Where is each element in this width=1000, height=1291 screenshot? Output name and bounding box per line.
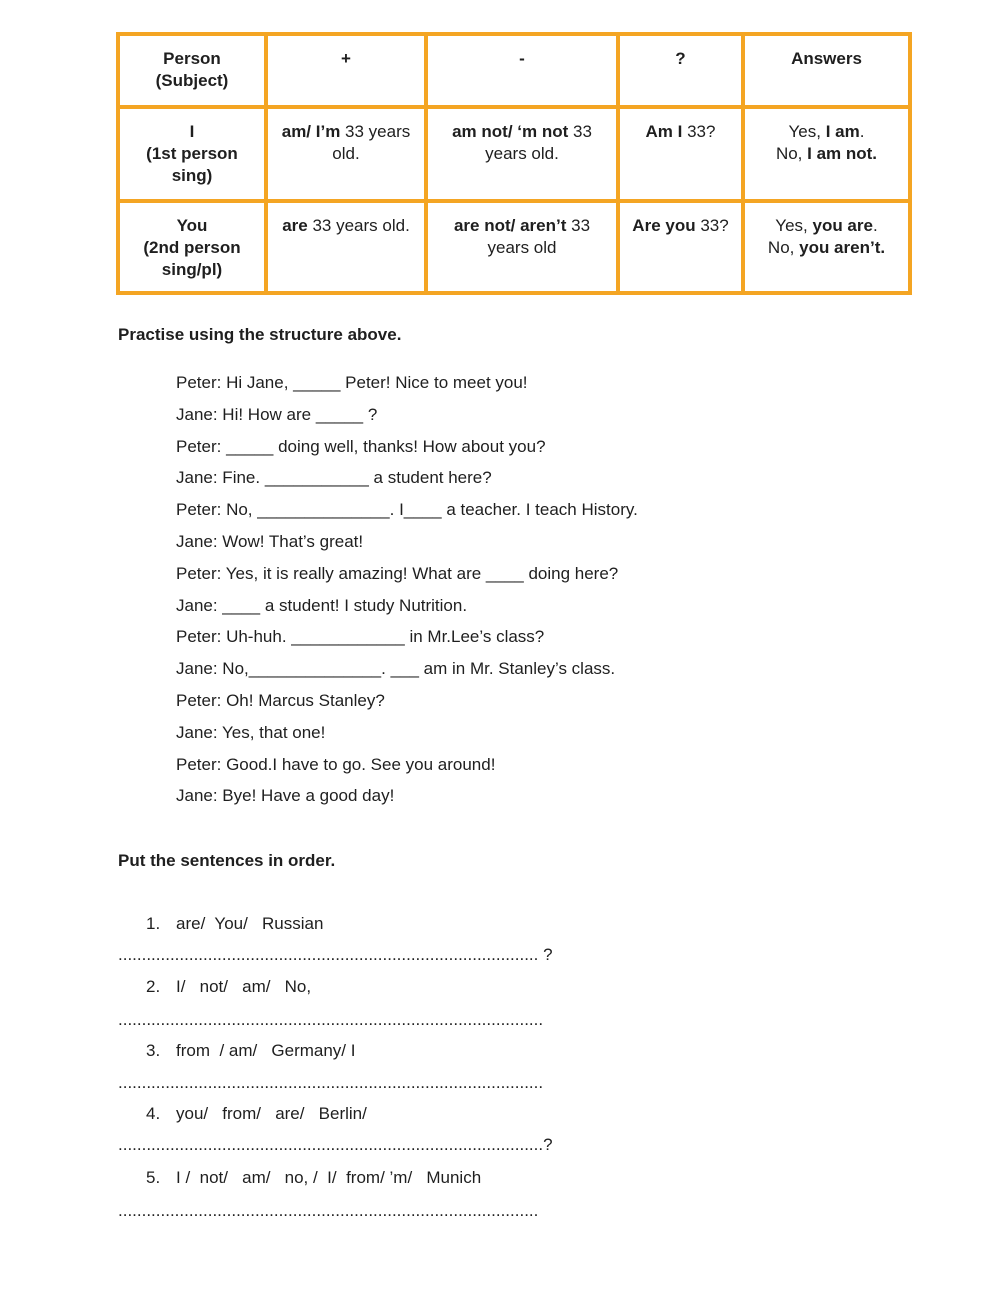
dialogue-line: Peter: _____ doing well, thanks! How about you? [176, 436, 546, 456]
form-rest: 33? [682, 122, 716, 141]
positive-cell [266, 107, 426, 201]
answer-text: Yes, [775, 216, 813, 235]
dialogue-line: Peter: Uh-huh. ____________ in Mr.Lee’s class? [176, 627, 545, 647]
order-item [146, 1104, 367, 1124]
item-words: from / am/ Germany/ I [176, 1041, 356, 1060]
answer-text: No, [767, 238, 800, 257]
practise-heading: Practise using the structure above. [118, 325, 402, 344]
answer-line: .......................................................................................... [118, 1010, 544, 1029]
item-words: are/ You/ Russian [176, 914, 324, 933]
subject-pronoun: I [189, 122, 195, 141]
item-number: 2. [146, 977, 161, 996]
form-bold: are not/ aren’t [453, 216, 567, 235]
yes-answer [751, 121, 902, 143]
answer-line: .......................................................................................... [118, 1073, 544, 1092]
header-question: ? [618, 34, 743, 107]
answer-line: ..........................................................................................? [118, 1135, 553, 1154]
form-rest: 33? [695, 216, 729, 235]
answer-bold: I am [825, 122, 860, 141]
answer-text: . [859, 122, 865, 141]
answers-cell [743, 201, 910, 293]
answer-bold: you are [812, 216, 873, 235]
dialogue-line: Peter: Oh! Marcus Stanley? [176, 690, 385, 710]
form-rest: 33 years old. [332, 122, 411, 163]
subject-desc: (2nd person [143, 238, 241, 257]
negative-cell [426, 201, 618, 293]
subject-cell [118, 201, 266, 293]
positive-cell [266, 201, 426, 293]
answer-text: . [872, 216, 878, 235]
answer-line: ......................................................................................... [118, 1201, 539, 1220]
form-rest: 33 years old. [485, 122, 592, 163]
form-bold: am/ I’m [281, 122, 341, 141]
subject-cell [118, 107, 266, 201]
dialogue-line: Jane: Yes, that one! [176, 722, 326, 742]
question-cell [618, 201, 743, 293]
dialogue-line: Jane: Hi! How are _____ ? [176, 404, 378, 424]
subject-number: sing) [171, 166, 213, 185]
form-rest: 33 years old. [307, 216, 410, 235]
answer-text: No, [775, 144, 808, 163]
no-answer [751, 143, 902, 165]
table-row [118, 107, 910, 201]
dialogue-list [176, 372, 638, 817]
order-item [146, 1168, 481, 1188]
order-item [146, 1041, 355, 1061]
dialogue-line: Peter: Yes, it is really amazing! What are ____ doing here? [176, 563, 619, 583]
item-number: 5. [146, 1168, 161, 1187]
item-number: 1. [146, 914, 161, 933]
no-answer [751, 237, 902, 259]
form-bold: Am I [645, 122, 683, 141]
subject-number: sing/pl) [161, 260, 223, 279]
item-words: you/ from/ are/ Berlin/ [176, 1104, 367, 1123]
dialogue-line: Peter: Good.I have to go. See you around! [176, 754, 496, 774]
form-bold: am not/ ‘m not [452, 122, 569, 141]
subject-desc: (1st person [146, 144, 238, 163]
dialogue-line: Jane: Bye! Have a good day! [176, 786, 395, 806]
answers-cell [743, 107, 910, 201]
table-header-row [118, 34, 910, 107]
dialogue-line: Jane: No,______________. ___ am in Mr. Stanley’s class. [176, 659, 616, 679]
yes-answer [751, 215, 902, 237]
dialogue-line: Peter: Hi Jane, _____ Peter! Nice to meet you! [176, 373, 528, 392]
item-words: I/ not/ am/ No, [176, 977, 312, 996]
dialogue-line: Jane: Wow! That’s great! [176, 531, 364, 551]
dialogue-line: Jane: Fine. ___________ a student here? [176, 468, 492, 488]
answer-text: Yes, [788, 122, 826, 141]
grammar-table [116, 32, 912, 295]
header-answers: Answers [743, 34, 910, 107]
header-negative: - [426, 34, 618, 107]
question-cell [618, 107, 743, 201]
order-item [146, 977, 311, 997]
table-row [118, 201, 910, 293]
subject-pronoun: You [176, 216, 208, 235]
answer-bold: you aren’t. [799, 238, 886, 257]
dialogue-line: Peter: No, ______________. I____ a teacher. I teach History. [176, 500, 638, 520]
item-number: 3. [146, 1041, 161, 1060]
form-bold: Are you [632, 216, 696, 235]
form-bold: are [282, 216, 308, 235]
order-item [146, 914, 323, 934]
negative-cell [426, 107, 618, 201]
header-positive: + [266, 34, 426, 107]
dialogue-line: Jane: ____ a student! I study Nutrition. [176, 595, 468, 615]
item-number: 4. [146, 1104, 161, 1123]
order-heading: Put the sentences in order. [118, 851, 336, 870]
header-person: Person (Subject) [118, 34, 266, 107]
form-rest: 33 years old [487, 216, 591, 257]
answer-line: ......................................................................................... ? [118, 945, 553, 964]
item-words: I / not/ am/ no, / I/ from/ ’m/ Munich [176, 1168, 482, 1187]
answer-bold: I am not. [807, 144, 878, 163]
